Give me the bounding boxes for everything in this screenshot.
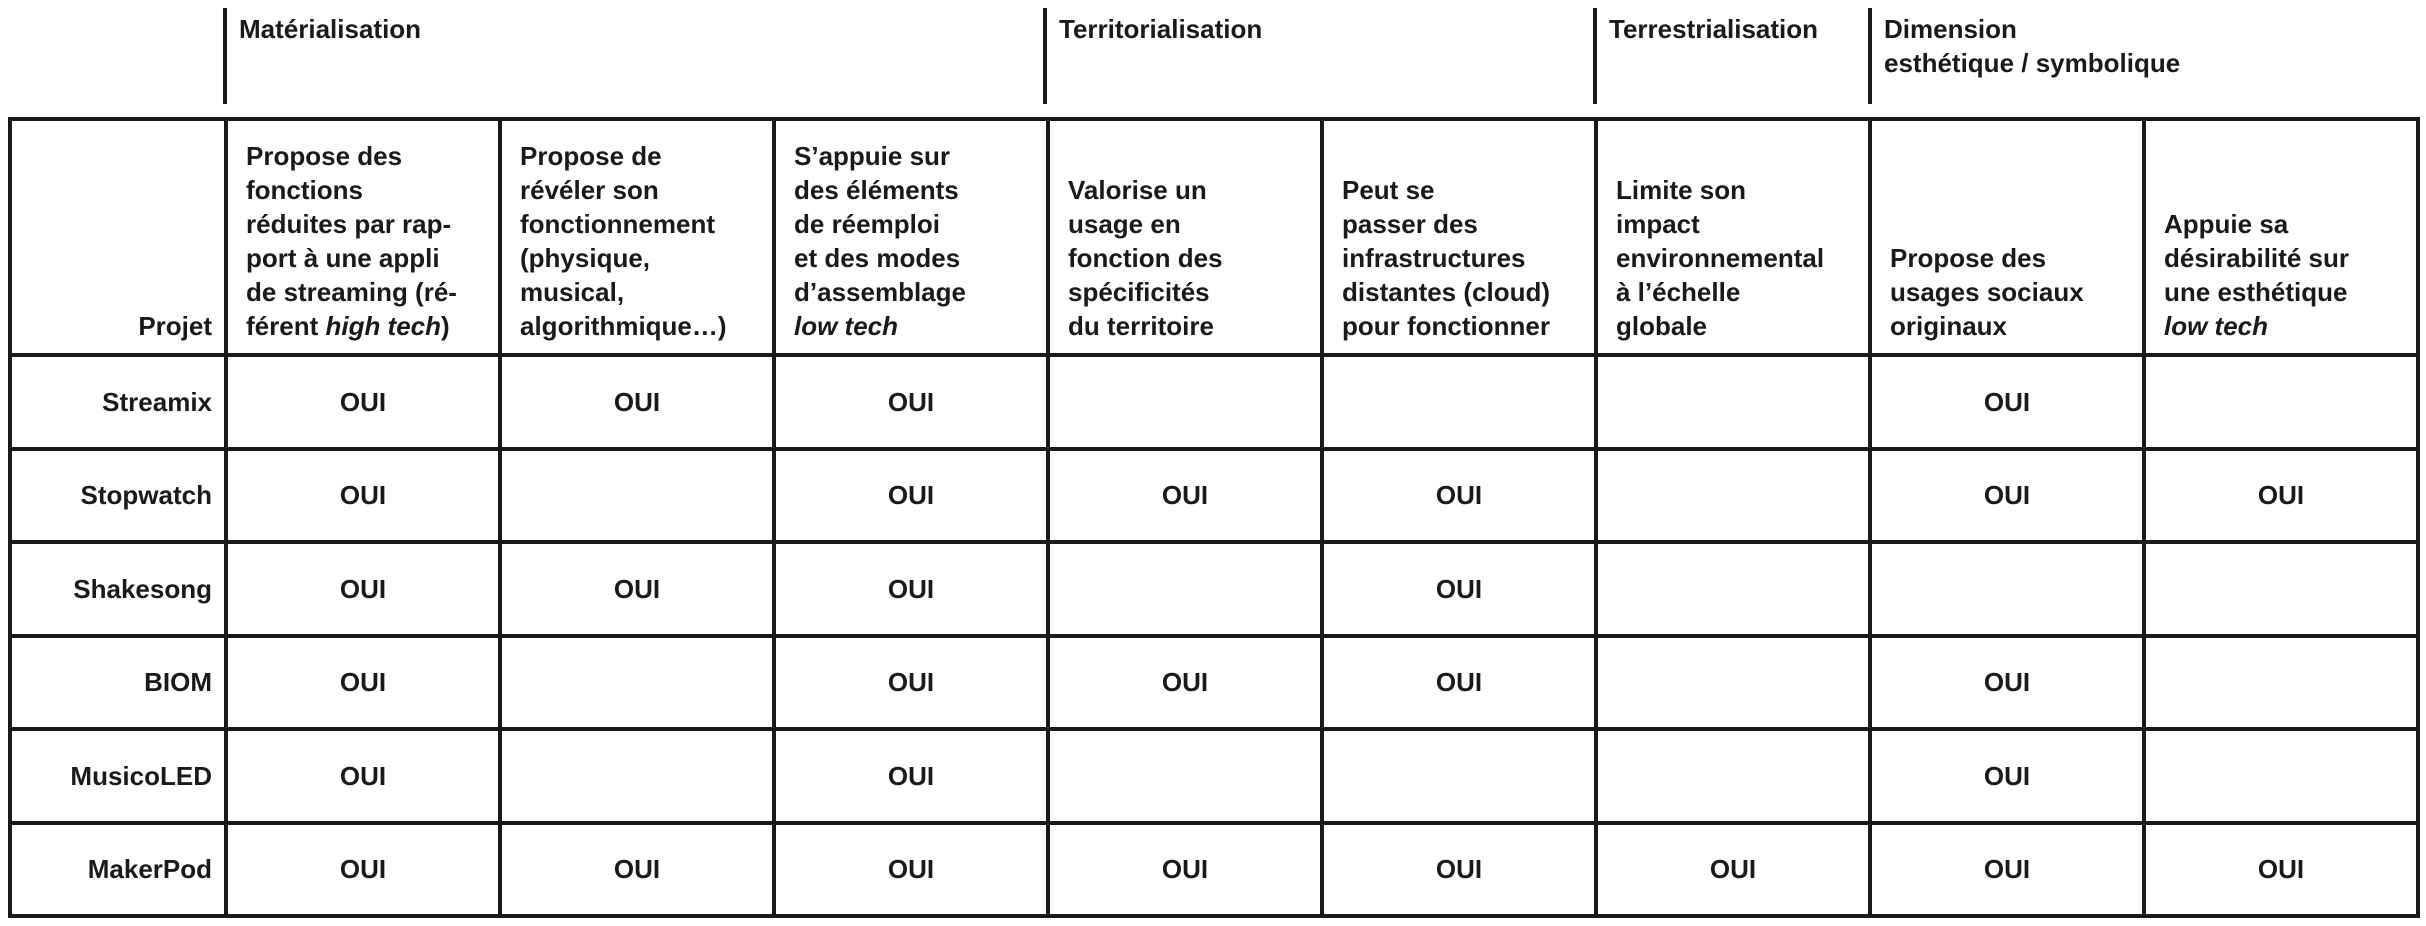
table-row <box>10 449 2418 543</box>
table-cell <box>2144 355 2418 449</box>
header-row <box>10 119 2418 355</box>
group-materialisation <box>223 8 1043 104</box>
table-cell: OUI <box>1048 636 1322 730</box>
table-cell <box>1596 636 1870 730</box>
header-reduced-functions <box>226 119 500 355</box>
header-line: environnemental <box>1616 243 1825 273</box>
table-cell: OUI <box>774 636 1048 730</box>
table-cell <box>500 636 774 730</box>
table-cell: OUI <box>1322 823 1596 917</box>
table-cell <box>2144 729 2418 823</box>
group-header-row <box>0 0 2426 110</box>
header-line: de réemploi <box>794 209 940 239</box>
table-cell: OUI <box>226 542 500 636</box>
table-cell <box>1870 542 2144 636</box>
table-cell: OUI <box>1322 542 1596 636</box>
table-cell: OUI <box>774 729 1048 823</box>
header-line: fonction des <box>1068 243 1223 273</box>
table-cell <box>1048 355 1322 449</box>
header-line: de streaming (ré- <box>246 277 457 307</box>
header-line: port à une appli <box>246 243 440 273</box>
header-line: fonctionnement <box>520 209 715 239</box>
header-text-italic: high tech <box>325 311 442 341</box>
table-row <box>10 729 2418 823</box>
header-line: passer des <box>1342 209 1478 239</box>
table-cell: OUI <box>500 355 774 449</box>
table-row <box>10 542 2418 636</box>
header-line: d’assemblage <box>794 277 966 307</box>
table-cell: OUI <box>1870 729 2144 823</box>
table-cell <box>1048 542 1322 636</box>
table-cell: OUI <box>2144 449 2418 543</box>
header-line: spécificités <box>1068 277 1210 307</box>
table-cell: OUI <box>1596 823 1870 917</box>
table-cell: OUI <box>1322 636 1596 730</box>
header-text: ) <box>441 311 450 341</box>
header-line-italic: low tech <box>794 311 899 341</box>
header-line-mixed <box>246 309 484 343</box>
table-cell: OUI <box>1870 823 2144 917</box>
group-label: Matérialisation <box>239 14 422 44</box>
table-row <box>10 823 2418 917</box>
project-name: MakerPod <box>10 823 226 917</box>
header-line: infrastructures <box>1342 243 1526 273</box>
table-cell: OUI <box>226 449 500 543</box>
table-cell <box>1596 355 1870 449</box>
header-line: globale <box>1616 311 1708 341</box>
header-social-usages <box>1870 119 2144 355</box>
table-cell: OUI <box>1322 449 1596 543</box>
table-cell: OUI <box>1048 823 1322 917</box>
table-cell <box>2144 636 2418 730</box>
header-line: du territoire <box>1068 311 1214 341</box>
header-line: réduites par rap- <box>246 209 452 239</box>
project-name: MusicoLED <box>10 729 226 823</box>
header-line: Limite son <box>1616 175 1747 205</box>
header-line: usage en <box>1068 209 1181 239</box>
header-reveal-functioning <box>500 119 774 355</box>
header-line: usages sociaux <box>1890 277 2084 307</box>
table-cell <box>1596 449 1870 543</box>
table-cell: OUI <box>226 729 500 823</box>
header-line: Propose des <box>246 141 403 171</box>
group-label-line: esthétique / symbolique <box>1884 48 2181 78</box>
table-cell: OUI <box>500 823 774 917</box>
header-line: S’appuie sur <box>794 141 951 171</box>
group-territorialisation <box>1043 8 1593 104</box>
header-line-italic: low tech <box>2164 311 2269 341</box>
table-cell <box>1596 542 1870 636</box>
table-row <box>10 355 2418 449</box>
header-line: algorithmique…) <box>520 311 727 341</box>
table-cell: OUI <box>774 823 1048 917</box>
header-label: Projet <box>138 311 212 341</box>
table-cell: OUI <box>774 355 1048 449</box>
header-line: à l’échelle <box>1616 277 1741 307</box>
group-label: Terrestrialisation <box>1609 14 1819 44</box>
group-label-line: Dimension <box>1884 14 2017 44</box>
header-line: et des modes <box>794 243 961 273</box>
group-dimension <box>1868 8 2288 104</box>
table-cell: OUI <box>226 823 500 917</box>
header-line: des éléments <box>794 175 959 205</box>
table-cell: OUI <box>1870 355 2144 449</box>
table-cell: OUI <box>226 355 500 449</box>
table-cell <box>500 729 774 823</box>
table-cell: OUI <box>774 542 1048 636</box>
header-text: férent <box>246 311 326 341</box>
group-terrestrialisation <box>1593 8 1868 104</box>
header-line: (physique, <box>520 243 651 273</box>
header-projet <box>10 119 226 355</box>
header-line: Propose des <box>1890 243 2047 273</box>
table-cell: OUI <box>1870 636 2144 730</box>
table-cell <box>500 449 774 543</box>
header-line: Peut se <box>1342 175 1435 205</box>
table-cell <box>2144 542 2418 636</box>
project-name: Streamix <box>10 355 226 449</box>
table-cell <box>1596 729 1870 823</box>
header-line: Propose de <box>520 141 662 171</box>
header-line: pour fonctionner <box>1342 311 1550 341</box>
table-cell <box>1322 355 1596 449</box>
table-cell: OUI <box>1048 449 1322 543</box>
header-line: Appuie sa <box>2164 209 2289 239</box>
table-cell: OUI <box>1870 449 2144 543</box>
header-no-cloud <box>1322 119 1596 355</box>
table-cell: OUI <box>774 449 1048 543</box>
criteria-table <box>8 117 2420 918</box>
header-reuse-lowtech <box>774 119 1048 355</box>
table-cell <box>1048 729 1322 823</box>
group-label: Territorialisation <box>1059 14 1263 44</box>
table-cell: OUI <box>2144 823 2418 917</box>
header-line: musical, <box>520 277 625 307</box>
project-name: Stopwatch <box>10 449 226 543</box>
project-name: Shakesong <box>10 542 226 636</box>
header-line: désirabilité sur <box>2164 243 2349 273</box>
header-line: Valorise un <box>1068 175 1207 205</box>
header-line: une esthétique <box>2164 277 2348 307</box>
header-environmental-impact <box>1596 119 1870 355</box>
header-line: fonctions <box>246 175 363 205</box>
header-line: originaux <box>1890 311 2008 341</box>
table-cell: OUI <box>500 542 774 636</box>
table-row <box>10 636 2418 730</box>
header-line: révéler son <box>520 175 659 205</box>
table-cell: OUI <box>226 636 500 730</box>
project-name: BIOM <box>10 636 226 730</box>
header-lowtech-aesthetic <box>2144 119 2418 355</box>
header-line: impact <box>1616 209 1700 239</box>
header-line: distantes (cloud) <box>1342 277 1551 307</box>
table-cell <box>1322 729 1596 823</box>
header-territory-usage <box>1048 119 1322 355</box>
